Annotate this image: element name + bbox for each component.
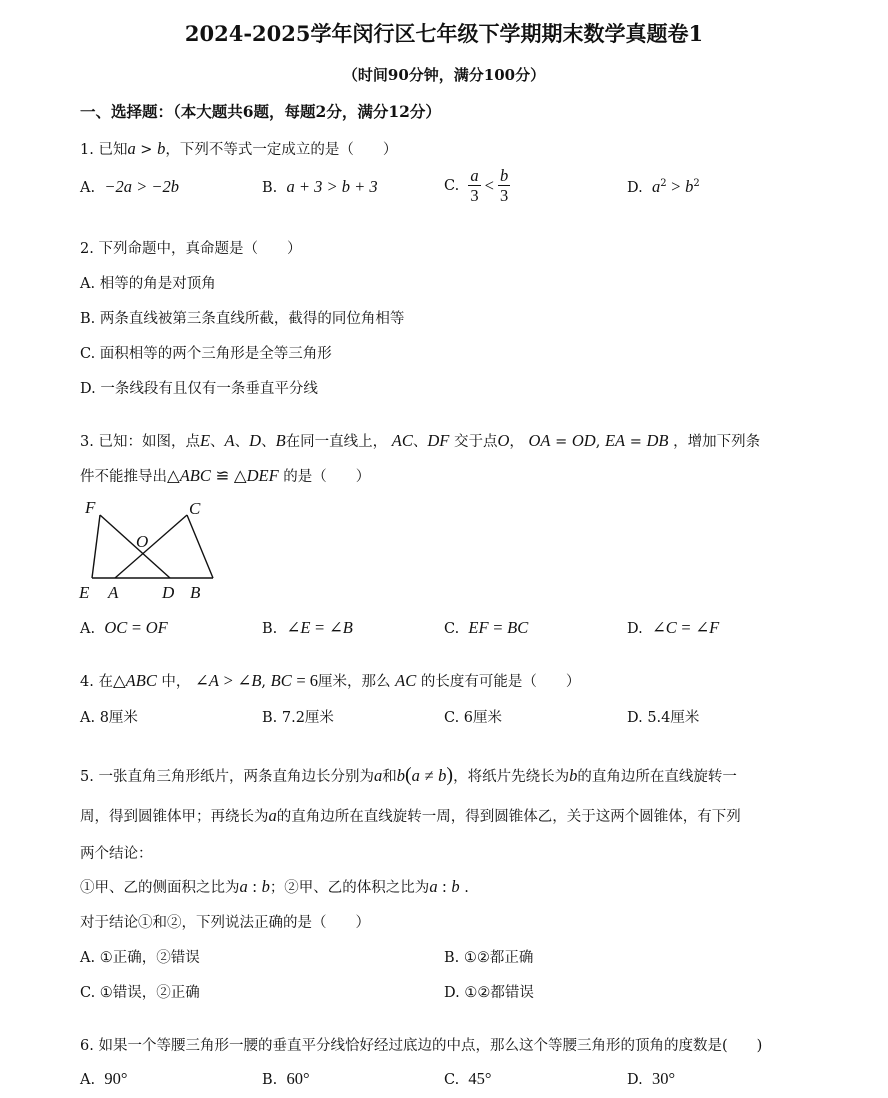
question-3-figure xyxy=(75,495,225,605)
question-5-line-3: 两个结论： xyxy=(80,846,153,862)
question-2-option-c: C. 面积相等的两个三角形是全等三角形 xyxy=(80,346,332,362)
question-6-option-b: B. 60° xyxy=(262,1069,310,1088)
label-b: B xyxy=(190,583,201,602)
segment-fd xyxy=(100,515,170,578)
exam-time-score: （时间90分钟，满分100分） xyxy=(342,66,546,84)
question-5-line-1: 5. 一张直角三角形纸片，两条直角边长分别为a和b(a ≠ b)，将纸片先绕长为b的直角边所在直线旋转一 xyxy=(80,764,737,786)
label-o: O xyxy=(136,532,149,551)
question-5-line-5: 对于结论①和②，下列说法正确的是（ ） xyxy=(80,915,370,931)
question-6-option-a: A. 90° xyxy=(80,1069,128,1088)
question-6-option-d: D. 30° xyxy=(627,1069,676,1088)
question-5-option-c: C. ①错误，②正确 xyxy=(80,985,200,1001)
question-4-option-a: A. 8厘米 xyxy=(80,710,138,726)
question-1-stem: 1. 已知a > b，下列不等式一定成立的是（ ） xyxy=(80,139,398,158)
question-6-stem: 6. 如果一个等腰三角形一腰的垂直平分线恰好经过底边的中点，那么这个等腰三角形的顶角的度数是( ) xyxy=(80,1038,763,1054)
label-d: D xyxy=(162,583,175,602)
question-5-option-a: A. ①正确，②错误 xyxy=(80,950,200,966)
question-1-option-a: A. −2a > −2b xyxy=(80,177,179,196)
question-3-stem-line-1: 3. 已知：如图，点E、A、D、B在同一直线上， AC、DF 交于点O， OA = OD, EA = DB ，增加下列条 xyxy=(80,431,761,450)
label-f: F xyxy=(85,498,96,517)
label-e: E xyxy=(79,583,90,602)
question-4-option-b: B. 7.2厘米 xyxy=(262,710,334,726)
question-3-option-b: B. ∠E = ∠B xyxy=(262,618,353,637)
question-2-option-d: D. 一条线段有且仅有一条垂直平分线 xyxy=(80,381,318,397)
page-title: 2024-2025学年闵行区七年级下学期期末数学真题卷1 xyxy=(184,21,704,46)
label-c: C xyxy=(189,499,201,518)
question-1-option-b: B. a + 3 > b + 3 xyxy=(262,177,378,196)
question-1-option-d: D. $a^2 > b^2$ xyxy=(627,177,700,196)
question-3-option-d: D. ∠C = ∠F xyxy=(627,618,720,637)
figure-lines xyxy=(92,515,213,578)
question-4-option-d: D. 5.4厘米 xyxy=(627,710,700,726)
question-3-stem-line-2: 件不能推导出△ABC ≌ △DEF 的是（ ） xyxy=(80,466,371,485)
question-2-option-a: A. 相等的角是对顶角 xyxy=(80,276,216,292)
segment-ef xyxy=(92,515,100,578)
question-1-option-c: C. a 3 < b 3 xyxy=(444,166,509,205)
question-4-option-c: C. 6厘米 xyxy=(444,710,503,726)
question-6-option-c: C. 45° xyxy=(444,1069,492,1088)
question-5-line-2: 周，得到圆锥体甲；再绕长为a的直角边所在直线旋转一周，得到圆锥体乙，关于这两个圆锥体，有下列 xyxy=(80,806,741,825)
question-5-option-b: B. ①②都正确 xyxy=(444,950,534,966)
question-5-option-d: D. ①②都错误 xyxy=(444,985,534,1001)
segment-ac xyxy=(115,515,187,578)
question-2-option-b: B. 两条直线被第三条直线所截，截得的同位角相等 xyxy=(80,311,405,327)
question-4-stem: 4. 在△ABC 中， ∠A > ∠B, BC = 6厘米，那么 AC 的长度有可能是（ ） xyxy=(80,671,581,690)
segment-cb xyxy=(187,515,213,578)
question-2-stem: 2. 下列命题中，真命题是（ ） xyxy=(80,241,302,257)
question-3-option-a: A. OC = OF xyxy=(80,618,168,637)
label-a: A xyxy=(108,583,119,602)
question-3-option-c: C. EF = BC xyxy=(444,618,529,637)
question-5-conclusions: ①甲、乙的侧面积之比为a : b；②甲、乙的体积之比为a : b . xyxy=(80,877,469,896)
section-heading-multiple-choice: 一、选择题：（本大题共6题，每题2分，满分12分） xyxy=(80,102,441,121)
